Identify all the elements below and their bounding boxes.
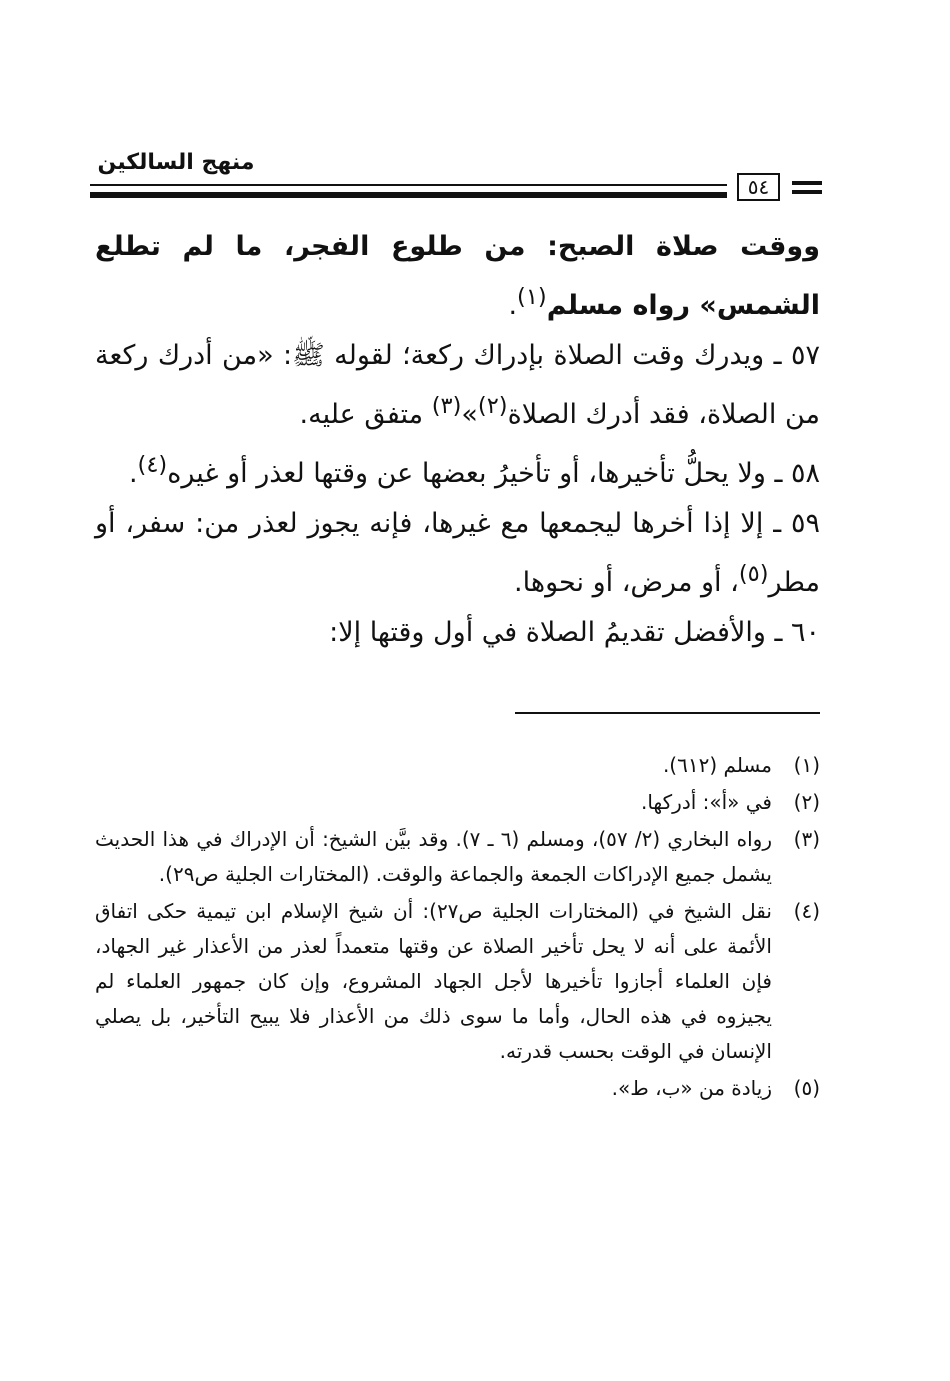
intro-text: ووقت صلاة الصبح: من طلوع الفجر، ما لم تطلع الشمس» رواه مسلم xyxy=(95,231,820,321)
footnote-text: مسلم (٦١٢). xyxy=(662,753,772,777)
footnote xyxy=(95,822,820,892)
footnote-number: (٤) xyxy=(793,899,820,923)
footnote-text: زيادة من «ب، ط». xyxy=(611,1076,772,1100)
item-tail: ، أو مرض، أو نحوها. xyxy=(514,567,739,598)
footnote xyxy=(95,1071,820,1106)
header-rule-thin xyxy=(90,184,727,186)
footnote-number: (٥) xyxy=(793,1076,820,1100)
item-text: والأفضل تقديمُ الصلاة في أول وقتها إلا: xyxy=(329,617,766,648)
item-text: ويدرك وقت الصلاة بإدراك ركعة؛ لقوله ﷺ: «من أدرك ركعة من الصلاة، فقد أدرك الصلاة xyxy=(95,340,820,430)
item-number: ٥٨ ـ xyxy=(774,458,820,489)
item-tail: متفق عليه. xyxy=(299,399,424,430)
main-text xyxy=(95,222,820,658)
header-rule-thick xyxy=(90,192,727,198)
footnote xyxy=(95,785,820,820)
item-60 xyxy=(95,608,820,658)
footnote-text: رواه البخاري (٢/ ٥٧)، ومسلم (٦ ـ ٧). وقد بيَّن الشيخ: أن الإدراك في هذا الحديث يشمل جميع الإدراكات الجمعة والجماعة والوقت. (المختارات الجلية ص٢٩). xyxy=(95,827,772,886)
intro-paragraph: ووقت صلاة الصبح: من طلوع الفجر، ما لم تطلع الشمس» رواه مسلم$^{(١)}$. xyxy=(95,231,820,321)
page-number-box: ٥٤ xyxy=(737,173,780,201)
item-number: ٦٠ ـ xyxy=(774,617,820,648)
footnotes xyxy=(95,748,820,1108)
item-58: ٥٨ ـ ولا يحلُّ تأخيرها، أو تأخيرُ بعضها عن وقتها لعذر أو غيره$^{(٤)}$. xyxy=(128,452,820,489)
item-text: إلا إذا أخرها ليجمعها مع غيرها، فإنه يجوز لعذر من: سفر، أو مطر xyxy=(95,508,820,598)
footnote-ref: (٢) xyxy=(477,393,508,419)
footnote-text: نقل الشيخ في (المختارات الجلية ص٢٧): أن شيخ الإسلام ابن تيمية حكى اتفاق الأئمة على أنه لا يحل تأخير الصلاة عن وقتها متعمداً لعذر من الأعذار غير الجهاد، فإن العلماء أجازوا تأخيرها لأجل الجهاد المشروع، وإن كان جمهور العلماء لم يجيزوه في هذه الحال، وأما ما سوى ذلك من الأعذار فلا يبيح التأخير، بل يصلي الإنسان في الوقت بحسب قدرته. xyxy=(95,899,772,1063)
footnote-separator xyxy=(515,712,820,714)
footnote-text: في «أ»: أدركها. xyxy=(640,790,772,814)
footnote-number: (٣) xyxy=(793,827,820,851)
footnote-number: (١) xyxy=(793,753,820,777)
item-text: ولا يحلُّ تأخيرها، أو تأخيرُ بعضها عن وقتها لعذر أو غيره xyxy=(167,458,766,489)
footnote-ref: (٥) xyxy=(738,561,769,587)
footnote-ref: (٣) xyxy=(431,393,462,419)
footnote-ref: (١) xyxy=(517,284,547,310)
footnote xyxy=(95,894,820,1069)
item-number: ٥٩ ـ xyxy=(773,508,820,539)
footnote-ref: (٤) xyxy=(137,452,168,478)
footnote xyxy=(95,748,820,783)
running-header-title: منهج السالكين xyxy=(97,150,255,175)
item-number: ٥٧ ـ xyxy=(773,340,820,371)
header-dash-bottom xyxy=(792,190,822,194)
item-57 xyxy=(95,331,820,440)
header-dash-top xyxy=(792,181,822,185)
quote-close: » xyxy=(461,399,478,430)
footnote-number: (٢) xyxy=(793,790,820,814)
item-59 xyxy=(95,499,820,608)
